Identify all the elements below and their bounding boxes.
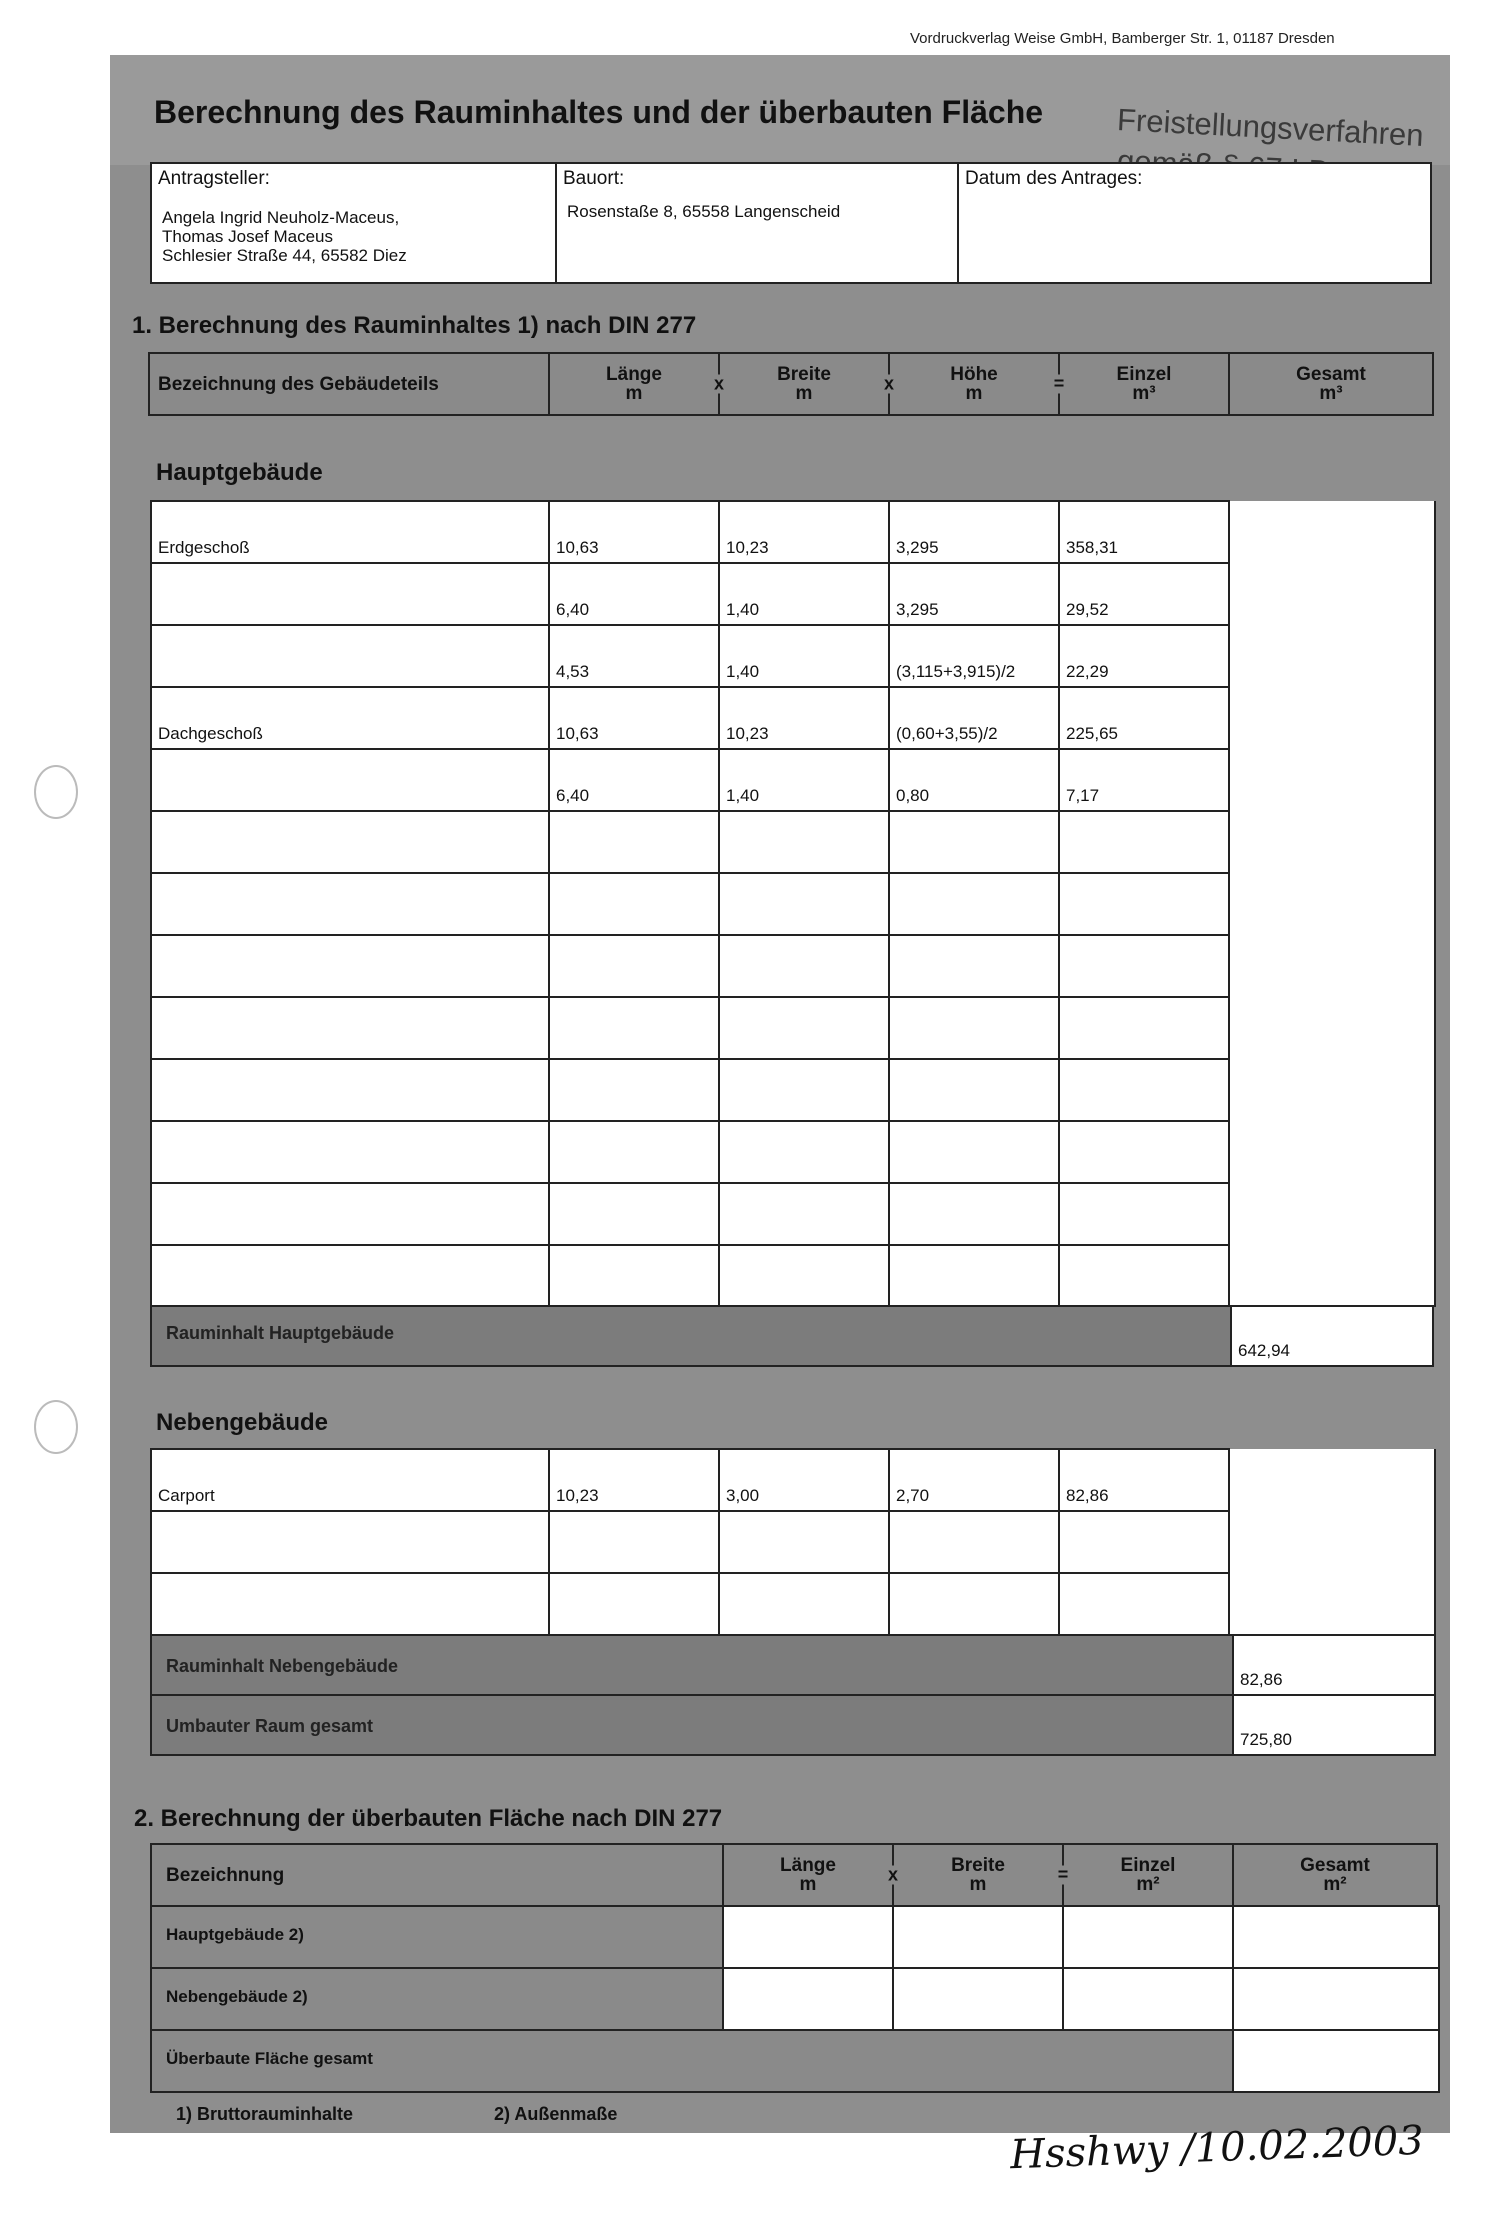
side-sum-value: 82,86: [1232, 1636, 1434, 1694]
header-single: Einzel m³: [1060, 354, 1230, 414]
table-cell[interactable]: [719, 1183, 889, 1245]
table-row: [151, 501, 1435, 563]
header-length: [550, 354, 724, 414]
table-cell[interactable]: 225,65: [1059, 687, 1229, 749]
table-row: [151, 563, 1435, 625]
table-cell[interactable]: [719, 873, 889, 935]
stamp-line-1: Freistellungsverfahren: [1116, 102, 1425, 154]
table-cell[interactable]: 1,40: [719, 749, 889, 811]
site-cell: [557, 164, 959, 282]
s2-cell[interactable]: [1063, 1906, 1233, 1968]
table-cell[interactable]: 3,295: [889, 501, 1059, 563]
operator-times-2: x: [881, 375, 897, 394]
row-label[interactable]: Dachgeschoß: [151, 687, 549, 749]
s2-row-side: [151, 1968, 1439, 2030]
s2-row-main: [151, 1906, 1439, 1968]
header-height: [890, 354, 1065, 414]
table-cell[interactable]: [889, 1511, 1059, 1573]
total-volume-row: [150, 1694, 1436, 1756]
table-cell[interactable]: [719, 811, 889, 873]
total-column-cell: [1229, 1183, 1435, 1245]
table-cell[interactable]: 4,53: [549, 625, 719, 687]
operator-equals: =: [1051, 375, 1067, 394]
total-column-cell: [1229, 501, 1435, 563]
table-cell[interactable]: 29,52: [1059, 563, 1229, 625]
table-cell[interactable]: [549, 1121, 719, 1183]
site-text: Rosenstaße 8, 65558 Langenscheid: [567, 202, 841, 221]
row-label[interactable]: [151, 935, 549, 997]
total-column-cell: [1229, 749, 1435, 811]
operator-times-1: x: [711, 375, 727, 394]
table-cell[interactable]: [1059, 1573, 1229, 1635]
row-label[interactable]: [151, 1059, 549, 1121]
table-cell[interactable]: [1059, 873, 1229, 935]
table-cell[interactable]: [719, 1573, 889, 1635]
table-cell[interactable]: [1059, 1245, 1229, 1307]
table-cell[interactable]: [889, 811, 1059, 873]
table-cell[interactable]: [719, 1059, 889, 1121]
table-cell[interactable]: 7,17: [1059, 749, 1229, 811]
s2-cell[interactable]: [1233, 1906, 1439, 1968]
row-label[interactable]: [151, 1121, 549, 1183]
table-cell[interactable]: [1059, 935, 1229, 997]
table-cell[interactable]: [889, 935, 1059, 997]
total-column-cell: [1229, 1245, 1435, 1307]
table-cell[interactable]: 0,80: [889, 749, 1059, 811]
applicant-label: Antragsteller:: [158, 168, 270, 189]
table-row: [151, 997, 1435, 1059]
s2-total-label: Überbaute Fläche gesamt: [151, 2030, 1233, 2092]
footnote-2: 2) Außenmaße: [494, 2104, 618, 2124]
table-cell[interactable]: 22,29: [1059, 625, 1229, 687]
table-cell[interactable]: [1059, 811, 1229, 873]
table-cell[interactable]: 6,40: [549, 563, 719, 625]
row-label[interactable]: [151, 563, 549, 625]
s2-cell[interactable]: [893, 1906, 1063, 1968]
table-cell[interactable]: (0,60+3,55)/2: [889, 687, 1059, 749]
table-cell[interactable]: 82,86: [1059, 1449, 1229, 1511]
publisher-line: Vordruckverlag Weise GmbH, Bamberger Str. 1, 01187 Dresden: [910, 30, 1335, 47]
total-column-cell: [1229, 563, 1435, 625]
header-total: Gesamt m³: [1296, 364, 1366, 404]
punch-hole-bottom: [34, 1400, 78, 1454]
table-cell[interactable]: [719, 1245, 889, 1307]
table-cell[interactable]: [889, 1059, 1059, 1121]
main-building-table: [150, 500, 1436, 1308]
s2-header-name: Bezeichnung: [152, 1845, 724, 1905]
table-cell[interactable]: [889, 1121, 1059, 1183]
table-cell[interactable]: [549, 1511, 719, 1573]
table-cell[interactable]: [719, 935, 889, 997]
signature: Hsshwy /10.02.2003: [1009, 2117, 1425, 2179]
section1-title: 1. Berechnung des Rauminhaltes 1) nach DIN 277: [132, 312, 697, 339]
table-cell[interactable]: [549, 935, 719, 997]
s2-header-length-text: Länge m: [780, 1855, 836, 1895]
row-label[interactable]: [151, 1511, 549, 1573]
s2-header-width: [894, 1845, 1069, 1905]
table-cell[interactable]: [1059, 1059, 1229, 1121]
s2-cell[interactable]: [723, 1968, 893, 2030]
main-sum-row: [150, 1305, 1434, 1367]
row-label[interactable]: [151, 873, 549, 935]
table-row: [151, 749, 1435, 811]
side-building-title: Nebengebäude: [156, 1409, 329, 1436]
s2-cell[interactable]: [723, 1906, 893, 1968]
s2-header-single: Einzel m²: [1064, 1845, 1234, 1905]
s2-cell[interactable]: [1063, 1968, 1233, 2030]
table-row: [151, 1121, 1435, 1183]
table-cell[interactable]: [889, 1245, 1059, 1307]
s2-header-width-text: Breite m: [951, 1855, 1005, 1895]
table-cell[interactable]: 6,40: [549, 749, 719, 811]
side-sum-label: Rauminhalt Nebengebäude: [166, 1656, 399, 1676]
table-row: [151, 1183, 1435, 1245]
total-column-cell: [1229, 625, 1435, 687]
table-cell[interactable]: (3,115+3,915)/2: [889, 625, 1059, 687]
table-row: [151, 935, 1435, 997]
s2-header-length: [724, 1845, 898, 1905]
table-cell[interactable]: [1059, 997, 1229, 1059]
table-cell[interactable]: [549, 1245, 719, 1307]
total-volume-value: 725,80: [1232, 1696, 1434, 1754]
date-cell: [959, 164, 1430, 282]
punch-hole-top: [34, 765, 78, 819]
table-cell[interactable]: [719, 1511, 889, 1573]
total-volume-label: Umbauter Raum gesamt: [166, 1716, 374, 1736]
total-column-cell: [1229, 1059, 1435, 1121]
table-cell[interactable]: 10,23: [549, 1449, 719, 1511]
header-part: Bezeichnung des Gebäudeteils: [150, 354, 550, 414]
table-cell[interactable]: 1,40: [719, 563, 889, 625]
row-label[interactable]: [151, 1245, 549, 1307]
section2-title: 2. Berechnung der überbauten Fläche nach DIN 277: [134, 1805, 723, 1832]
page-title: Berechnung des Rauminhaltes und der überbauten Fläche: [154, 94, 1044, 130]
table-row: [151, 811, 1435, 873]
row-label[interactable]: [151, 625, 549, 687]
total-column-cell: [1229, 1121, 1435, 1183]
table-row: [151, 1245, 1435, 1307]
total-column-cell: [1229, 873, 1435, 935]
row-label[interactable]: [151, 749, 549, 811]
main-sum-label: Rauminhalt Hauptgebäude: [166, 1323, 395, 1343]
table-row: [151, 625, 1435, 687]
table-cell[interactable]: [719, 1121, 889, 1183]
table-cell[interactable]: 10,23: [719, 501, 889, 563]
table-row: [151, 1059, 1435, 1121]
table-cell[interactable]: [889, 873, 1059, 935]
applicant-info-box: [150, 162, 1432, 284]
table-cell[interactable]: [1059, 1121, 1229, 1183]
table-cell[interactable]: [549, 1573, 719, 1635]
row-label[interactable]: [151, 1573, 549, 1635]
table-cell[interactable]: 358,31: [1059, 501, 1229, 563]
table-cell[interactable]: [719, 997, 889, 1059]
table-cell[interactable]: [549, 997, 719, 1059]
table-cell[interactable]: [549, 1059, 719, 1121]
s2-operator-times: x: [885, 1866, 901, 1885]
main-sum-value: 642,94: [1230, 1307, 1432, 1365]
total-column-cell: [1229, 935, 1435, 997]
section2-table: [150, 1905, 1440, 2093]
s2-cell[interactable]: [893, 1968, 1063, 2030]
applicant-cell: [152, 164, 557, 282]
section2-header-row: [150, 1843, 1438, 1907]
s2-cell[interactable]: [1233, 1968, 1439, 2030]
table-row: [151, 687, 1435, 749]
header-width-text: Breite m: [777, 364, 831, 404]
total-column-cell: [1229, 811, 1435, 873]
table-cell[interactable]: 1,40: [719, 625, 889, 687]
date-label: Datum des Antrages:: [965, 168, 1143, 189]
header-length-text: Länge m: [606, 364, 662, 404]
total-column-cell: [1229, 687, 1435, 749]
row-label[interactable]: [151, 997, 549, 1059]
total-column-cell: [1229, 997, 1435, 1059]
table-cell[interactable]: [549, 1183, 719, 1245]
row-label[interactable]: Carport: [151, 1449, 549, 1511]
table-cell[interactable]: 10,63: [549, 687, 719, 749]
table-cell[interactable]: [889, 1573, 1059, 1635]
s2-row-total: [151, 2030, 1439, 2092]
section1-header-row: [148, 352, 1434, 416]
table-cell[interactable]: 10,63: [549, 501, 719, 563]
header-height-text: Höhe m: [950, 364, 998, 404]
s2-total-value[interactable]: [1233, 2030, 1439, 2092]
row-label[interactable]: Erdgeschoß: [151, 501, 549, 563]
s2-operator-equals: =: [1055, 1866, 1071, 1885]
table-row: [151, 1573, 1435, 1635]
applicant-text: Angela Ingrid Neuholz-Maceus, Thomas Josef Maceus Schlesier Straße 44, 65582 Diez: [162, 208, 407, 265]
table-row: [151, 873, 1435, 935]
total-column-cell: [1229, 1449, 1435, 1511]
row-label[interactable]: [151, 811, 549, 873]
table-cell[interactable]: [889, 997, 1059, 1059]
table-cell[interactable]: 3,295: [889, 563, 1059, 625]
table-row: [151, 1511, 1435, 1573]
table-cell[interactable]: 10,23: [719, 687, 889, 749]
total-column-cell: [1229, 1511, 1435, 1573]
table-row: [151, 1449, 1435, 1511]
footnote-1: 1) Bruttorauminhalte: [176, 2104, 354, 2124]
table-cell[interactable]: 2,70: [889, 1449, 1059, 1511]
main-building-title: Hauptgebäude: [156, 459, 323, 486]
table-cell[interactable]: [1059, 1183, 1229, 1245]
table-cell[interactable]: [549, 873, 719, 935]
table-cell[interactable]: [549, 811, 719, 873]
header-width: [720, 354, 894, 414]
row-label[interactable]: [151, 1183, 549, 1245]
side-building-table: [150, 1448, 1436, 1636]
s2-header-total: Gesamt m²: [1300, 1855, 1370, 1895]
table-cell[interactable]: [1059, 1511, 1229, 1573]
total-column-cell: [1229, 1573, 1435, 1635]
table-cell[interactable]: [889, 1183, 1059, 1245]
s2-row-side-label: Nebengebäude 2): [151, 1968, 723, 2030]
s2-row-main-label: Hauptgebäude 2): [151, 1906, 723, 1968]
site-label: Bauort:: [563, 168, 625, 189]
table-cell[interactable]: 3,00: [719, 1449, 889, 1511]
side-sum-row: [150, 1634, 1436, 1696]
